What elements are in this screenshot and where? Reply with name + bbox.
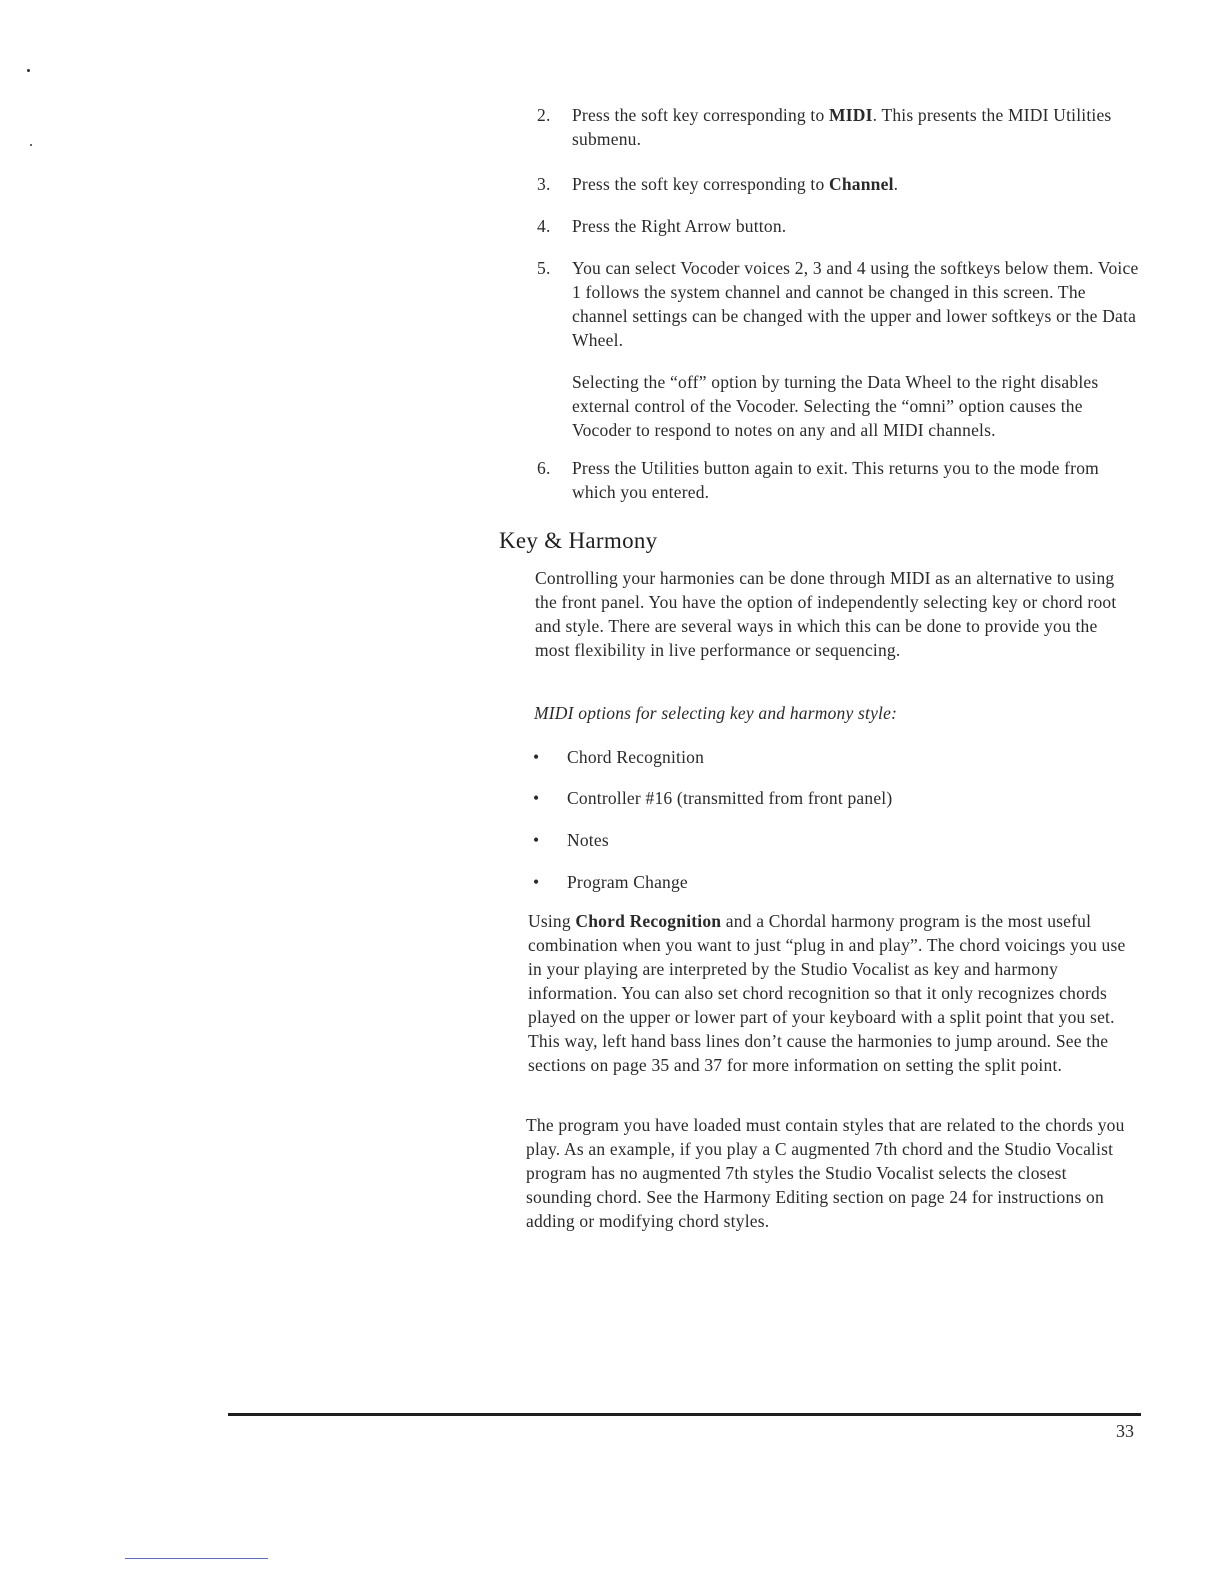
- term-chord-recognition: Chord Recognition: [575, 911, 722, 931]
- step-number: 6.: [537, 458, 551, 478]
- step-text: Press the Utilities button again to exit. This returns you to the mode from which you entered.: [572, 458, 1099, 502]
- program-paragraph: The program you have loaded must contain styles that are related to the chords you play. As an example, if you play a C augmented 7th chord and the Studio Vocalist program has no augmented 7th styles the Studio Vocalist selects the closest sounding chord. See the Harmony Editing section on page 24 for instructions on adding or modifying chord styles.: [526, 1115, 1125, 1231]
- bullet-icon: •: [533, 747, 540, 767]
- bullet-icon: •: [533, 788, 540, 808]
- menu-term: MIDI: [829, 105, 873, 125]
- menu-term: Channel: [829, 174, 894, 194]
- bullet-icon: •: [533, 872, 540, 892]
- step-text: Press the soft key corresponding to Channel.: [572, 174, 899, 194]
- step-number: 5.: [537, 258, 551, 278]
- bullet-label: Controller #16 (transmitted from front panel): [567, 788, 893, 808]
- chord-recognition-paragraph: Using Chord Recognition and a Chordal harmony program is the most useful combination when you want to just “plug in and play”. The chord voicings you use in your playing are interpreted by the Studio Vocalist as key and harmony information. You can also set chord recognition so that it only recognizes chords played on the upper or lower part of your keyboard with a split point that you set. This way, left hand bass lines don’t cause the harmonies to jump around. See the sections on page 35 and 37 for more information on setting the split point.: [528, 911, 1126, 1075]
- step-text: Press the Right Arrow button.: [572, 216, 787, 236]
- step-number: 4.: [537, 216, 551, 236]
- section-heading: Key & Harmony: [499, 528, 658, 553]
- bullet-label: Notes: [567, 830, 609, 850]
- bullet-label: Program Change: [567, 872, 688, 892]
- step-number: 2.: [537, 105, 551, 125]
- options-caption: MIDI options for selecting key and harmony style:: [534, 703, 898, 723]
- step-5-note: Selecting the “off” option by turning the Data Wheel to the right disables external control of the Vocoder. Selecting the “omni” option causes the Vocoder to respond to notes on any and all MIDI channels.: [572, 372, 1099, 440]
- step-text: You can select Vocoder voices 2, 3 and 4 using the softkeys below them. Voice 1 follows the system channel and cannot be changed in this screen. The channel settings can be changed with the upper and lower softkeys or the Data Wheel.: [572, 258, 1139, 350]
- bottom-edge-line: [125, 1558, 268, 1559]
- footer-rule: [228, 1413, 1141, 1416]
- step-number: 3.: [537, 174, 551, 194]
- step-text: Press the soft key corresponding to MIDI. This presents the MIDI Utilities submenu.: [572, 105, 1112, 149]
- scan-speck: [27, 69, 30, 72]
- intro-paragraph: Controlling your harmonies can be done through MIDI as an alternative to using the front panel. You have the option of independently selecting key or chord root and style. There are several ways in which this can be done to provide you the most flexibility in live performance or sequencing.: [535, 568, 1117, 660]
- bullet-icon: •: [533, 830, 540, 850]
- bullet-label: Chord Recognition: [567, 747, 705, 767]
- page-number: 33: [1116, 1421, 1134, 1441]
- scan-speck: [30, 144, 32, 146]
